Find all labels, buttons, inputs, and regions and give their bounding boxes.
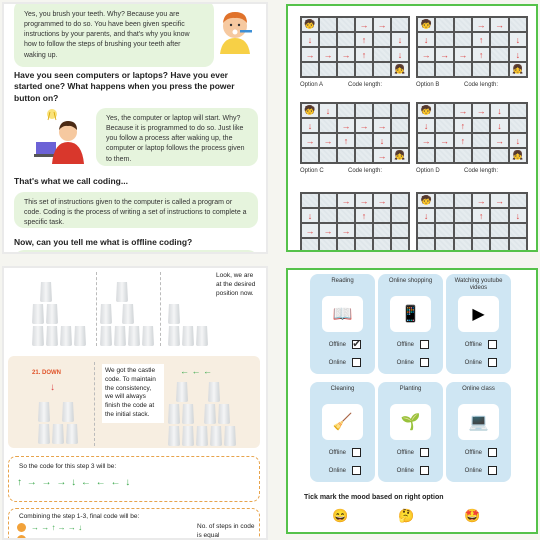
arrow-down-icon: ↓ (301, 208, 319, 223)
activity-title: Reading (331, 278, 354, 284)
offline-label: Offline (328, 449, 346, 456)
grid-cell (509, 103, 527, 118)
grid-cell (472, 148, 490, 163)
arrow-right-icon: → (417, 47, 435, 62)
arrow-right-icon: → (319, 47, 337, 62)
arrow-up-icon: ↑ (472, 208, 490, 223)
arrow-up-icon: ↑ (355, 32, 373, 47)
arrow-down-icon: ↓ (509, 47, 527, 62)
grid-cell (337, 32, 355, 47)
grid-cell (301, 62, 319, 77)
grid-cell (391, 208, 409, 223)
castle-section (8, 356, 260, 448)
intro-bubble (14, 2, 214, 67)
arrow-right-icon: → (301, 47, 319, 62)
offline-label: Offline (464, 341, 482, 348)
offline-label: Offline (396, 449, 414, 456)
step3-code-title: So the code for this step 3 will be: (19, 463, 117, 470)
arrow-right-icon: → (373, 148, 391, 163)
grid-cell (319, 193, 337, 208)
grid-cell (319, 238, 337, 252)
arrow-down-icon: ↓ (50, 382, 55, 393)
offline-option[interactable] (318, 340, 361, 349)
grid-cell (417, 238, 435, 252)
video-icon: ▶ (458, 296, 499, 332)
arrow-up-icon: ↑ (337, 133, 355, 148)
coding-heading: That's what we call coding... (14, 176, 128, 186)
arrow-right-icon: → (417, 133, 435, 148)
grid-cell (472, 223, 490, 238)
arrow-right-icon: → (472, 103, 490, 118)
option-c-label (300, 168, 324, 174)
grid-cell (337, 17, 355, 32)
arrow-right-icon: → (454, 103, 472, 118)
intro-text: Yes, you brush your teeth. Why? Because you are programmed to do so. You have been given specific instructions by your parents, and that's why you know how to follow the steps of brushing your teeth after waking up. (24, 11, 190, 59)
online-label: Online (328, 359, 346, 366)
step-1-marker (17, 523, 26, 532)
arrow-right-icon: → (301, 133, 319, 148)
grid-option-a (300, 16, 410, 78)
grid-cell (472, 238, 490, 252)
grid-option-f (416, 192, 528, 252)
grid-cell (454, 62, 472, 77)
grid-cell (454, 238, 472, 252)
cup-stacking-panel (2, 266, 268, 540)
offline-option[interactable] (454, 448, 497, 457)
coding-intro-panel (2, 2, 268, 254)
arrow-down-icon: ↓ (391, 32, 409, 47)
grid-cell (319, 148, 337, 163)
code-length-c: Code length: (348, 168, 383, 174)
grid-cell (355, 238, 373, 252)
arrow-right-icon: → (355, 193, 373, 208)
grid-cell (509, 17, 527, 32)
arrow-down-icon: ↓ (319, 103, 337, 118)
thinking-face-icon[interactable]: 🤔 (398, 508, 415, 523)
grid-cell (435, 193, 453, 208)
grid-cell (391, 133, 409, 148)
code-length-a: Code length: (348, 82, 383, 88)
arrow-down-icon: ↓ (490, 118, 508, 133)
definition-text: This set of instructions given to the computer is called a program or code. Coding is the process of writing a set of instructions to complete a specific task. (24, 199, 247, 227)
final-code-box (8, 508, 260, 540)
arrow-down-icon: ↓ (417, 118, 435, 133)
grid-cell (417, 148, 435, 163)
grid-cell (490, 32, 508, 47)
arrow-down-icon: ↓ (509, 208, 527, 223)
step3-code-box (8, 456, 260, 502)
option-a-label (300, 82, 323, 88)
activity-title: Watching youtube videos (454, 278, 503, 292)
online-option[interactable] (454, 358, 497, 367)
grid-cell (373, 32, 391, 47)
arrow-right-icon: → (472, 193, 490, 208)
activity-title: Cleaning (330, 386, 355, 392)
arrow-up-icon: ↑ (355, 208, 373, 223)
offline-label: Offline (328, 341, 346, 348)
answer-text: Yes, the computer or laptop will start. Why? Because it is programmed to do so. Just like you follow a process after waking up, the computer or laptop follows the process given to them. (106, 115, 245, 163)
online-label: Online (396, 359, 414, 366)
activity-title: Planting (399, 386, 422, 392)
grid-cell (490, 148, 508, 163)
arrow-down-icon: ↓ (490, 103, 508, 118)
offline-option[interactable] (318, 448, 361, 457)
arrow-right-icon: → (337, 47, 355, 62)
arrow-up-icon: ↑ (454, 118, 472, 133)
offline-checkbox[interactable] (420, 448, 429, 457)
online-option[interactable] (318, 466, 361, 475)
arrow-down-icon: ↓ (373, 133, 391, 148)
grid-cell (454, 223, 472, 238)
offline-checkbox[interactable] (420, 340, 429, 349)
grid-option-d (416, 102, 528, 164)
grid-cell (355, 103, 373, 118)
offline-checkbox[interactable] (352, 448, 361, 457)
grid-cell (319, 17, 337, 32)
happy-face-icon[interactable]: 😄 (332, 508, 349, 523)
grid-cell (355, 148, 373, 163)
grid-cell (355, 62, 373, 77)
planting-icon: 🌱 (390, 404, 431, 440)
arrow-right-icon: → (435, 133, 453, 148)
offline-checkbox[interactable] (488, 340, 497, 349)
cleaning-icon: 🧹 (322, 404, 363, 440)
arrow-right-icon: → (337, 223, 355, 238)
grid-cell (355, 223, 373, 238)
girl-goal-icon: 👧 (391, 148, 409, 163)
grid-cell (509, 238, 527, 252)
grid-cell (435, 32, 453, 47)
grid-cell (373, 208, 391, 223)
arrow-right-icon: → (490, 17, 508, 32)
option-a-text: Option A (300, 82, 324, 88)
activity-card (310, 382, 375, 482)
grid-cell (435, 118, 453, 133)
grid-cell (472, 62, 490, 77)
girl-goal-icon: 👧 (509, 148, 527, 163)
grid-cell (509, 118, 527, 133)
grid-cell (509, 193, 527, 208)
grid-cell (391, 223, 409, 238)
grid-cell (301, 238, 319, 252)
grid-cell (454, 148, 472, 163)
position-note: Look, we are at the desired position now. (216, 272, 256, 297)
grid-cell (472, 118, 490, 133)
arrow-down-icon: ↓ (417, 208, 435, 223)
arrow-up-icon: ↑ (355, 47, 373, 62)
arrow-right-icon: → (490, 133, 508, 148)
boy-start-icon: 🧒 (417, 103, 435, 118)
grid-cell (373, 103, 391, 118)
grid-cell (490, 47, 508, 62)
online-option[interactable] (386, 358, 429, 367)
code-arrows: ↑ → → → ↓ ← ← ← ↓ (17, 477, 132, 488)
option-d-label (416, 168, 440, 174)
grid-cell (337, 148, 355, 163)
online-checkbox[interactable] (420, 466, 429, 475)
online-option[interactable] (318, 358, 361, 367)
step-2-marker (17, 535, 26, 540)
arrow-right-icon: → (319, 133, 337, 148)
arrow-right-icon: → (355, 17, 373, 32)
online-checkbox[interactable] (488, 466, 497, 475)
grid-cell (454, 193, 472, 208)
online-label: Online (464, 359, 482, 366)
step-label: 21. DOWN (32, 370, 62, 376)
grid-cell (337, 208, 355, 223)
girl-goal-icon: 👧 (391, 62, 409, 77)
grid-cell (435, 103, 453, 118)
arrow-down-icon: ↓ (509, 133, 527, 148)
offline-option[interactable] (386, 340, 429, 349)
grid-cell (337, 62, 355, 77)
grid-cell (319, 32, 337, 47)
grid-cell (490, 223, 508, 238)
girl-goal-icon: 👧 (509, 62, 527, 77)
grid-cell (454, 17, 472, 32)
arrow-up-icon: ↑ (454, 133, 472, 148)
grid-cell (417, 223, 435, 238)
arrow-up-icon: ↑ (472, 32, 490, 47)
grid-cell (337, 103, 355, 118)
boy-start-icon: 🧒 (301, 103, 319, 118)
arrow-right-icon: → (373, 17, 391, 32)
arrow-right-icon: → (301, 223, 319, 238)
activity-card (446, 274, 511, 374)
grid-cell (319, 208, 337, 223)
activity-card (378, 382, 443, 482)
arrow-right-icon: → (373, 118, 391, 133)
mood-title: Tick mark the mood based on right option (304, 494, 444, 501)
offline-label: Offline (396, 341, 414, 348)
arrow-up-icon: ↑ (472, 47, 490, 62)
phone-shopping-icon: 📱 (390, 296, 431, 332)
steps-note: No. of steps in code is equal (197, 523, 255, 539)
definition-bubble (14, 192, 258, 228)
arrow-left-icon: ← ← ← (180, 366, 213, 376)
grid-option-b (416, 16, 528, 78)
offline-online-panel (286, 268, 538, 534)
activity-card (446, 382, 511, 482)
grid-cell (435, 208, 453, 223)
activity-card (310, 274, 375, 374)
option-c-text: Option C (300, 168, 324, 174)
reading-icon: 📖 (322, 296, 363, 332)
boy-laptop-icon (34, 108, 88, 164)
boy-start-icon: 🧒 (417, 193, 435, 208)
arrow-down-icon: ↓ (301, 118, 319, 133)
online-label: Online (328, 467, 346, 474)
offline-option[interactable] (454, 340, 497, 349)
online-checkbox[interactable] (352, 358, 361, 367)
question-computers: Have you seen computers or laptops? Have you ever started one? What happens when you press the power button on? (14, 70, 235, 103)
grid-cell (435, 223, 453, 238)
grid-cell (391, 17, 409, 32)
arrow-right-icon: → (435, 47, 453, 62)
arrow-right-icon: → (337, 118, 355, 133)
grid-cell (391, 238, 409, 252)
grid-cell (490, 238, 508, 252)
grid-cell (490, 62, 508, 77)
grid-cell (373, 238, 391, 252)
online-checkbox[interactable] (488, 358, 497, 367)
online-option[interactable] (454, 466, 497, 475)
activity-title: Online class (462, 386, 495, 392)
final-code-title: Combining the step 1-3, final code will be: (19, 513, 140, 520)
grid-cell (391, 118, 409, 133)
arrow-right-icon: → (355, 118, 373, 133)
arrow-down-icon: ↓ (509, 32, 527, 47)
laptop-icon: 💻 (458, 404, 499, 440)
online-checkbox[interactable] (352, 466, 361, 475)
offline-checkbox[interactable] (488, 448, 497, 457)
boy-start-icon: 🧒 (301, 17, 319, 32)
grid-cell (454, 32, 472, 47)
option-d-text: Option D (416, 168, 440, 174)
stacks-row-1 (4, 268, 266, 348)
grid-cell (472, 133, 490, 148)
grid-cell (391, 193, 409, 208)
grid-cell (355, 133, 373, 148)
answer-bubble-cutoff (14, 250, 258, 254)
grid-cell (301, 193, 319, 208)
arrow-right-icon: → (319, 223, 337, 238)
offline-checkbox[interactable]: ✔ (352, 338, 361, 350)
boy-brushing-icon (216, 8, 254, 54)
grid-cell (435, 238, 453, 252)
grid-cell (373, 47, 391, 62)
code-length-b: Code length: (464, 82, 499, 88)
code-length-d: Code length: (464, 168, 499, 174)
grid-puzzle-panel (286, 4, 538, 252)
grid-cell (373, 223, 391, 238)
grid-option-e (300, 192, 410, 252)
grid-cell (373, 62, 391, 77)
option-b-label (416, 82, 439, 88)
offline-label: Offline (464, 449, 482, 456)
online-option[interactable] (386, 466, 429, 475)
arrow-right-icon: → (472, 17, 490, 32)
grid-cell (319, 118, 337, 133)
activity-title: Online shopping (388, 278, 433, 284)
online-checkbox[interactable] (420, 358, 429, 367)
offline-coding-question: Now, can you tell me what is offline coding? (14, 237, 193, 247)
arrow-right-icon: → (373, 193, 391, 208)
activity-card (378, 274, 443, 374)
grid-cell (337, 238, 355, 252)
boy-start-icon: 🧒 (417, 17, 435, 32)
arrow-right-icon: → (454, 47, 472, 62)
online-label: Online (464, 467, 482, 474)
arrow-right-icon: → (490, 193, 508, 208)
grid-cell (435, 62, 453, 77)
arrow-down-icon: ↓ (417, 32, 435, 47)
grid-cell (435, 148, 453, 163)
grid-cell (509, 223, 527, 238)
answer-bubble (96, 108, 258, 166)
grid-cell (301, 148, 319, 163)
option-b-text: Option B (416, 82, 440, 88)
grid-cell (490, 208, 508, 223)
online-label: Online (396, 467, 414, 474)
grid-cell (454, 208, 472, 223)
grid-cell (319, 62, 337, 77)
grid-cell (435, 17, 453, 32)
castle-note: We got the castle code. To maintain the consistency, we will always finish the code at the initial stack. (102, 364, 164, 423)
offline-option[interactable] (386, 448, 429, 457)
arrow-down-icon: ↓ (301, 32, 319, 47)
excited-face-icon[interactable]: 🤩 (464, 508, 481, 523)
grid-cell (417, 62, 435, 77)
arrow-right-icon: → (337, 193, 355, 208)
arrow-down-icon: ↓ (391, 47, 409, 62)
grid-option-c (300, 102, 410, 164)
code-arrows: → → ↑ → → ↓ (31, 523, 83, 532)
grid-cell (391, 103, 409, 118)
